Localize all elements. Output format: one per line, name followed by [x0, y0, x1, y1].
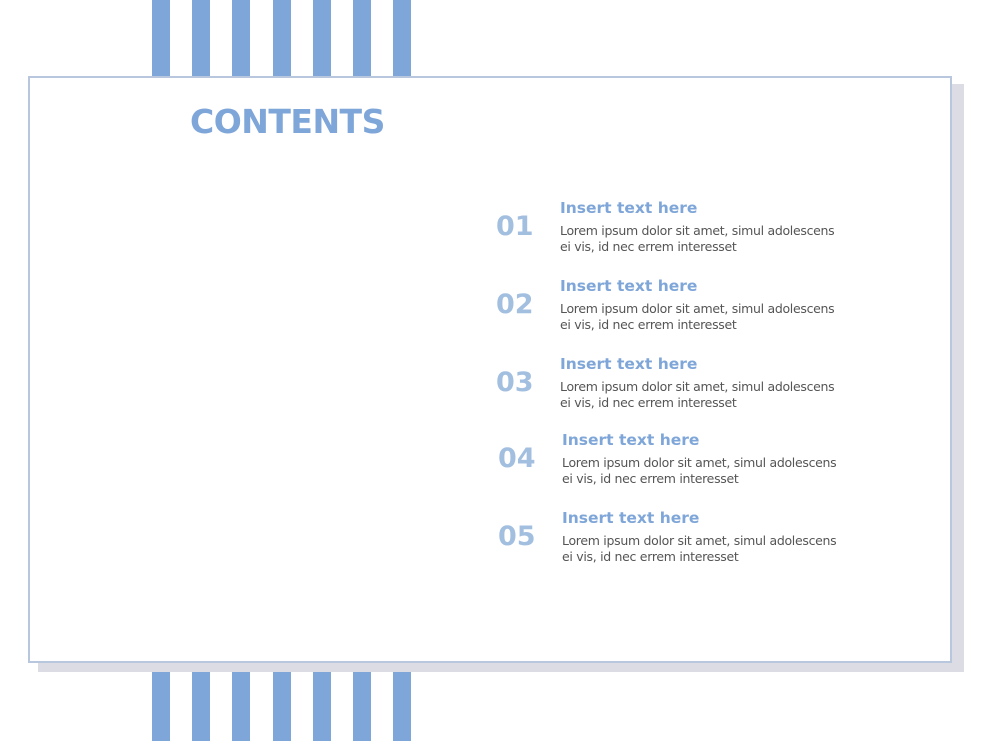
item-body	[560, 379, 860, 411]
item-body-line: Lorem ipsum dolor sit amet, simul adolescens	[560, 301, 835, 316]
stripe	[232, 0, 250, 80]
item-heading: Insert text here	[560, 355, 698, 373]
item-body-line: ei vis, id nec errem interesset	[560, 317, 737, 332]
bottom-stripes-decoration	[152, 662, 412, 741]
stripe	[273, 0, 291, 80]
stripe	[192, 662, 210, 741]
stripe	[393, 662, 411, 741]
item-body-line: ei vis, id nec errem interesset	[560, 395, 737, 410]
item-number: 03	[496, 367, 534, 398]
item-number: 05	[498, 521, 536, 552]
contents-item-03	[496, 355, 916, 425]
contents-card	[28, 76, 952, 663]
contents-item-02	[496, 277, 916, 347]
item-body-line: Lorem ipsum dolor sit amet, simul adolescens	[562, 533, 837, 548]
stripe	[192, 0, 210, 80]
item-number: 02	[496, 289, 534, 320]
item-body	[562, 533, 862, 565]
page-title: CONTENTS	[190, 102, 385, 141]
stripe	[353, 0, 371, 80]
stripe	[232, 662, 250, 741]
stripe	[353, 662, 371, 741]
item-number: 01	[496, 211, 534, 242]
item-body	[560, 301, 860, 333]
contents-item-01	[496, 199, 916, 269]
contents-item-05	[498, 509, 918, 579]
item-heading: Insert text here	[562, 509, 700, 527]
item-body-line: ei vis, id nec errem interesset	[562, 549, 739, 564]
item-heading: Insert text here	[560, 277, 698, 295]
item-body	[562, 455, 862, 487]
item-heading: Insert text here	[562, 431, 700, 449]
item-body-line: ei vis, id nec errem interesset	[560, 239, 737, 254]
item-body-line: ei vis, id nec errem interesset	[562, 471, 739, 486]
item-number: 04	[498, 443, 536, 474]
item-body-line: Lorem ipsum dolor sit amet, simul adolescens	[560, 379, 835, 394]
item-body	[560, 223, 860, 255]
item-body-line: Lorem ipsum dolor sit amet, simul adolescens	[560, 223, 835, 238]
stripe	[393, 0, 411, 80]
stripe	[313, 662, 331, 741]
stripe	[273, 662, 291, 741]
contents-item-04	[498, 431, 918, 501]
stripe	[313, 0, 331, 80]
top-stripes-decoration	[152, 0, 412, 80]
item-heading: Insert text here	[560, 199, 698, 217]
stripe	[152, 0, 170, 80]
stripe	[152, 662, 170, 741]
item-body-line: Lorem ipsum dolor sit amet, simul adolescens	[562, 455, 837, 470]
